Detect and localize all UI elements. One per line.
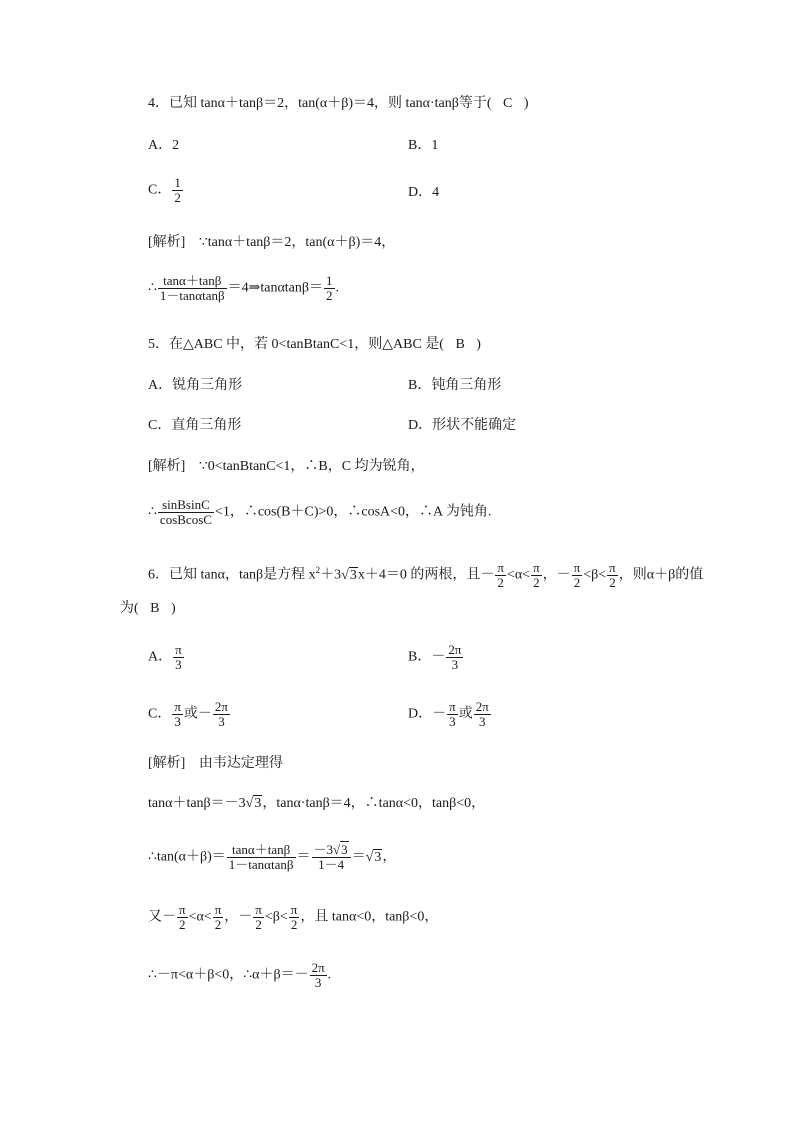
fraction-denominator: 1－4 <box>318 857 345 872</box>
fraction-numerator: tanα＋tanβ <box>158 274 227 289</box>
fraction-numerator: 1 <box>174 175 181 190</box>
q4-stem <box>148 94 529 114</box>
q5-jiexi-tag: [解析] <box>148 459 186 474</box>
fraction-numerator: 2π <box>214 699 228 714</box>
q6-answer: B <box>150 601 160 616</box>
fraction-numerator: π <box>449 699 456 714</box>
sqrt-symbol: √3 <box>341 567 357 583</box>
q6-solution-text: 由韦达定理得 <box>198 756 283 771</box>
sqrt-symbol: √3 <box>365 849 382 865</box>
q6-stem-comma: ，－ <box>542 567 571 583</box>
q4-answer: C <box>503 96 513 111</box>
pi-over-2 <box>531 561 542 590</box>
exponent: 2 <box>315 565 321 575</box>
fraction-numerator: π <box>609 559 616 575</box>
pi-over-3 <box>172 700 183 729</box>
q5-stem <box>148 335 481 355</box>
fraction-denominator: 3 <box>175 657 182 672</box>
fraction-denominator: 3 <box>451 657 459 672</box>
q6-stem-text-a: 6．已知 tanα，tanβ是方程 x <box>148 567 316 583</box>
q6-stem-line2 <box>120 599 176 619</box>
q6-stem-close: ) <box>171 601 176 616</box>
q5-solution-rest: <1，∴cos(B＋C)>0，∴cosA<0，∴A 为钝角. <box>214 504 492 520</box>
q4-option-b: B．1 <box>408 138 439 153</box>
pi-over-3 <box>447 700 458 729</box>
q6-option-d-label: D．－ <box>408 706 447 722</box>
fraction-numerator: 2π <box>475 699 489 714</box>
q5-option-b: B．钝角三角形 <box>408 378 502 393</box>
numerator-text: －3 <box>313 842 334 857</box>
q6-option-c-label: C． <box>148 706 172 722</box>
q6-solution-line4 <box>148 903 438 932</box>
pi-over-2 <box>213 903 224 932</box>
q6-option-c <box>148 700 231 729</box>
period: . <box>327 967 332 983</box>
equals-sign: ＝ <box>351 849 366 865</box>
radicand: 3 <box>349 567 357 583</box>
q6-sol2-fraction1 <box>227 843 296 872</box>
q6-jiexi-tag: [解析] <box>148 756 186 771</box>
q4-stem-close: ) <box>523 96 529 111</box>
q4-option-c <box>148 176 184 205</box>
q5-option-a: A．锐角三角形 <box>148 378 243 393</box>
q6-option-b-fraction <box>446 643 463 672</box>
q6-sol4-text-a: ∴－π<α＋β<0，∴α＋β＝－ <box>148 967 309 983</box>
q6-solution-line1 <box>148 754 283 774</box>
pi-over-2 <box>177 903 188 932</box>
q6-sol3-text-b: <α< <box>188 909 212 925</box>
q4-option-a: A．2 <box>148 138 180 153</box>
fraction-denominator: 2 <box>255 917 262 932</box>
radicand: 3 <box>341 842 348 857</box>
fraction-denominator: 2 <box>573 574 581 590</box>
q6-option-d <box>408 700 492 729</box>
fraction-numerator: π <box>255 902 262 917</box>
q4-option-d: D．4 <box>408 185 440 200</box>
fraction-numerator: π <box>179 902 186 917</box>
pi-over-2 <box>253 903 264 932</box>
q6-solution-line3 <box>148 843 396 872</box>
fraction-numerator: tanα＋tanβ <box>227 843 296 858</box>
q6-stem-text-d: ，则α＋β的值 <box>618 567 704 583</box>
pi-over-2 <box>572 561 583 590</box>
fraction-numerator: sinBsinC <box>158 498 214 513</box>
q6-stem-text-c: x＋4＝0 的两根，且－ <box>357 567 495 583</box>
fraction-numerator: 2π <box>311 960 325 975</box>
sqrt-symbol: √3 <box>333 842 348 857</box>
q5-solution-text: ∵0<tanBtanC<1，∴B，C 均为锐角， <box>198 459 425 474</box>
q6-stem-text-b: ＋3 <box>320 567 342 583</box>
fraction-numerator: π <box>497 559 504 575</box>
q6-option-a-fraction <box>173 643 184 672</box>
q5-stem-close: ) <box>476 337 481 352</box>
therefore-symbol: ∴ <box>148 504 157 520</box>
two-pi-over-3 <box>474 700 491 729</box>
pi-over-2 <box>607 561 618 590</box>
fraction-denominator: 2 <box>533 574 540 590</box>
q6-stem-line2-text: 为( <box>120 601 139 616</box>
q6-stem-alpha: <α< <box>506 567 531 583</box>
fraction-denominator: 2 <box>214 917 222 932</box>
q5-solution-line2 <box>148 498 491 527</box>
fraction-numerator: π <box>573 559 581 575</box>
fraction-denominator: 3 <box>478 714 486 729</box>
fraction-denominator: 2 <box>497 574 504 590</box>
q6-stem-beta: <β< <box>583 567 607 583</box>
q4-solution-line1 <box>148 233 395 253</box>
radicand: 3 <box>374 849 382 865</box>
fraction-numerator: π <box>174 699 181 714</box>
q6-sol2-fraction2 <box>312 843 351 872</box>
q6-solution-line2 <box>148 794 485 814</box>
fraction-denominator: 2 <box>609 574 616 590</box>
period: . <box>335 280 340 296</box>
q6-option-b <box>408 643 464 672</box>
q6-sol2-text-a: ∴tan(α＋β)＝ <box>148 849 226 865</box>
fraction-denominator: 2 <box>179 917 186 932</box>
q4-solution-fraction <box>158 274 227 303</box>
two-pi-over-3 <box>213 700 230 729</box>
fraction-numerator: π <box>175 642 182 657</box>
q5-option-d: D．形状不能确定 <box>408 418 517 433</box>
fraction-numerator <box>312 843 351 858</box>
q5-solution-line1 <box>148 457 425 477</box>
fraction-denominator: 2 <box>290 917 298 932</box>
fraction-denominator: cosBcosC <box>159 512 212 527</box>
q4-solution-line2 <box>148 274 339 303</box>
sqrt-symbol: √3 <box>245 796 262 811</box>
q6-sol3-text-a: 又－ <box>148 909 176 925</box>
fraction-numerator: 1 <box>326 273 333 288</box>
q4-option-c-fraction <box>172 176 183 205</box>
q5-stem-text: 5．在△ABC 中，若 0<tanBtanC<1，则△ABC 是( <box>148 337 444 352</box>
q6-option-a <box>148 643 185 672</box>
fraction-denominator: 2 <box>326 288 333 303</box>
fraction-denominator: 1－tanαtanβ <box>228 857 294 872</box>
q6-sol3-text-c: ，－ <box>224 909 253 925</box>
fraction-denominator: 1－tanαtanβ <box>159 288 225 303</box>
therefore-symbol: ∴ <box>148 280 157 296</box>
q4-jiexi-tag: [解析] <box>148 235 186 250</box>
q4-solution-half <box>324 274 335 303</box>
q6-stem-line1 <box>148 560 703 590</box>
fraction-denominator: 3 <box>449 714 456 729</box>
q5-answer: B <box>455 337 465 352</box>
fraction-numerator: π <box>290 902 298 917</box>
equals-sign: ＝ <box>296 849 311 865</box>
q4-solution-text: ∵tanα＋tanβ＝2，tan(α＋β)＝4， <box>198 235 396 250</box>
comma: ， <box>382 849 397 865</box>
radicand: 3 <box>254 796 262 811</box>
q6-option-b-label: B．－ <box>408 649 446 665</box>
q6-sol1-text-b: ，tanα·tanβ＝4，∴tanα<0，tanβ<0， <box>262 796 486 811</box>
pi-over-2 <box>289 903 300 932</box>
q6-option-a-label: A． <box>148 649 173 665</box>
fraction-denominator: 3 <box>314 975 322 990</box>
q6-sol4-fraction <box>310 961 327 990</box>
q6-option-d-or: 或 <box>458 706 473 722</box>
q6-solution-line5 <box>148 961 331 990</box>
q5-solution-fraction <box>158 498 214 527</box>
q6-sol3-text-e: ，且 tanα<0，tanβ<0， <box>300 909 439 925</box>
q5-option-c: C．直角三角形 <box>148 418 242 433</box>
fraction-numerator: π <box>533 559 540 575</box>
fraction-numerator: π <box>214 902 222 917</box>
q6-sol3-text-d: <β< <box>264 909 288 925</box>
fraction-denominator: 2 <box>174 190 181 205</box>
q4-option-c-label: C． <box>148 182 172 198</box>
fraction-denominator: 3 <box>174 714 181 729</box>
fraction-denominator: 3 <box>218 714 225 729</box>
q4-stem-text: 4．已知 tanα＋tanβ＝2，tan(α＋β)＝4，则 tanα·tanβ等于( <box>148 96 492 111</box>
q6-sol1-text-a: tanα＋tanβ＝－3 <box>148 796 246 811</box>
pi-over-2 <box>495 561 506 590</box>
q6-option-c-or: 或－ <box>183 706 212 722</box>
fraction-numerator: 2π <box>448 642 462 657</box>
q4-solution-mid: ＝4⇒tanαtanβ＝ <box>227 280 324 296</box>
